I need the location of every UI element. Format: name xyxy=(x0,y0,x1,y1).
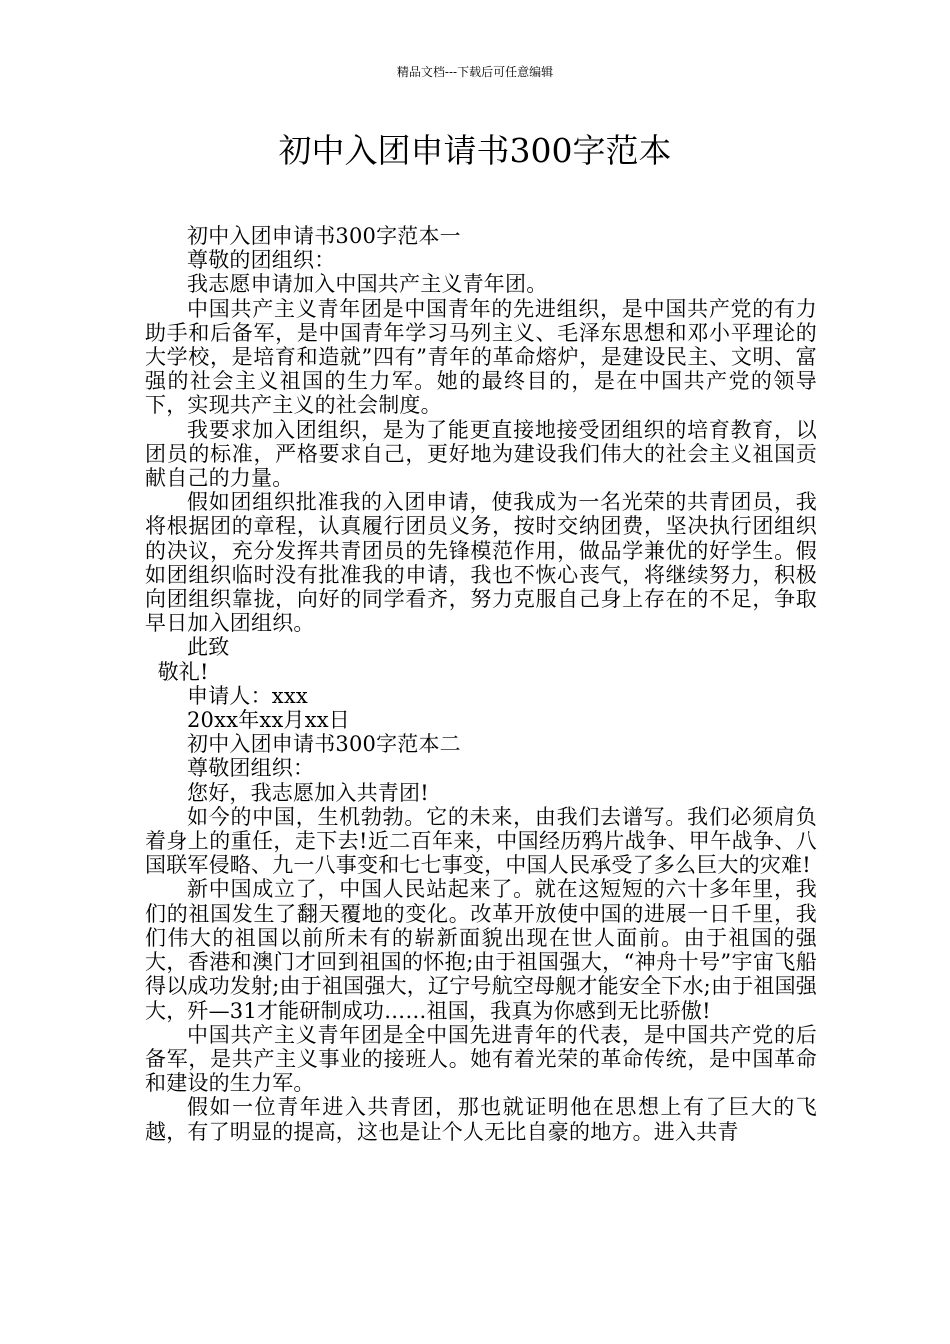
paragraph: 中国共产主义青年团是全中国先进青年的代表，是中国共产党的后备军，是共产主义事业的接班人。她有着光荣的革命传统，是中国革命和建设的生力军。 xyxy=(145,1022,817,1096)
paragraph: 新中国成立了，中国人民站起来了。就在这短短的六十多年里，我们的祖国发生了翻天覆地的变化。改革开放使中国的进展一日千里，我们伟大的祖国以前所未有的崭新面貌出现在世人面前。由于祖国的强大，香港和澳门才回到祖国的怀抱;由于祖国强大，“神舟十号”宇宙飞船得以成功发射;由于祖国强大，辽宁号航空母舰才能安全下水;由于祖国强大，歼—31才能研制成功……祖国，我真为你感到无比骄傲! xyxy=(145,877,817,1023)
paragraph: 我志愿申请加入中国共产主义青年团。 xyxy=(187,272,548,297)
section-heading-two: 初中入团申请书300字范本二 xyxy=(187,732,461,757)
paragraph: 您好，我志愿加入共青团! xyxy=(187,780,429,805)
paragraph: 假如一位青年进入共青团，那也就证明他在思想上有了巨大的飞越，有了明显的提高，这也是让个人无比自豪的地方。进入共青 xyxy=(145,1095,817,1144)
document-title: 初中入团申请书300字范本 xyxy=(278,131,672,170)
paragraph: 中国共产主义青年团是中国青年的先进组织，是中国共产党的有力助手和后备军，是中国青年学习马列主义、毛泽东思想和邓小平理论的大学校，是培育和造就”四有”青年的革命熔炉，是建设民主、文明、富强的社会主义祖国的生力军。她的最终目的，是在中国共产党的领导下，实现共产主义的社会制度。 xyxy=(145,296,817,418)
section-heading-one: 初中入团申请书300字范本一 xyxy=(187,224,461,248)
applicant-signature: 申请人：xxx xyxy=(187,683,308,708)
salutation: 尊敬的团组织： xyxy=(187,248,336,273)
paragraph: 我要求加入团组织，是为了能更直接地接受团组织的培育教育，以团员的标准，严格要求自己，更好地为建设我们伟大的社会主义祖国贡献自己的力量。 xyxy=(145,417,817,491)
closing-salute: 敬礼! xyxy=(157,659,209,684)
salutation: 尊敬团组织： xyxy=(187,756,315,781)
document-body xyxy=(145,224,817,1144)
application-date: 20xx年xx月xx日 xyxy=(187,708,350,733)
closing-phrase: 此致 xyxy=(187,635,230,660)
paragraph: 假如团组织批准我的入团申请，使我成为一名光荣的共青团员，我将根据团的章程，认真履行团员义务，按时交纳团费，坚决执行团组织的决议，充分发挥共青团员的先锋模范作用，做品学兼优的好学生。假如团组织临时没有批准我的申请，我也不恢心丧气，将继续努力，积极向团组织靠拢，向好的同学看齐，努力克服自己身上存在的不足，争取早日加入团组织。 xyxy=(145,490,817,636)
paragraph: 如今的中国，生机勃勃。它的未来，由我们去谱写。我们必须肩负着身上的重任，走下去!近二百年来，中国经历鸦片战争、甲午战争、八国联军侵略、九一八事变和七七事变，中国人民承受了多么巨大的灾难! xyxy=(145,804,817,878)
page-header-note: 精品文档---下载后可任意编辑 xyxy=(396,65,554,79)
